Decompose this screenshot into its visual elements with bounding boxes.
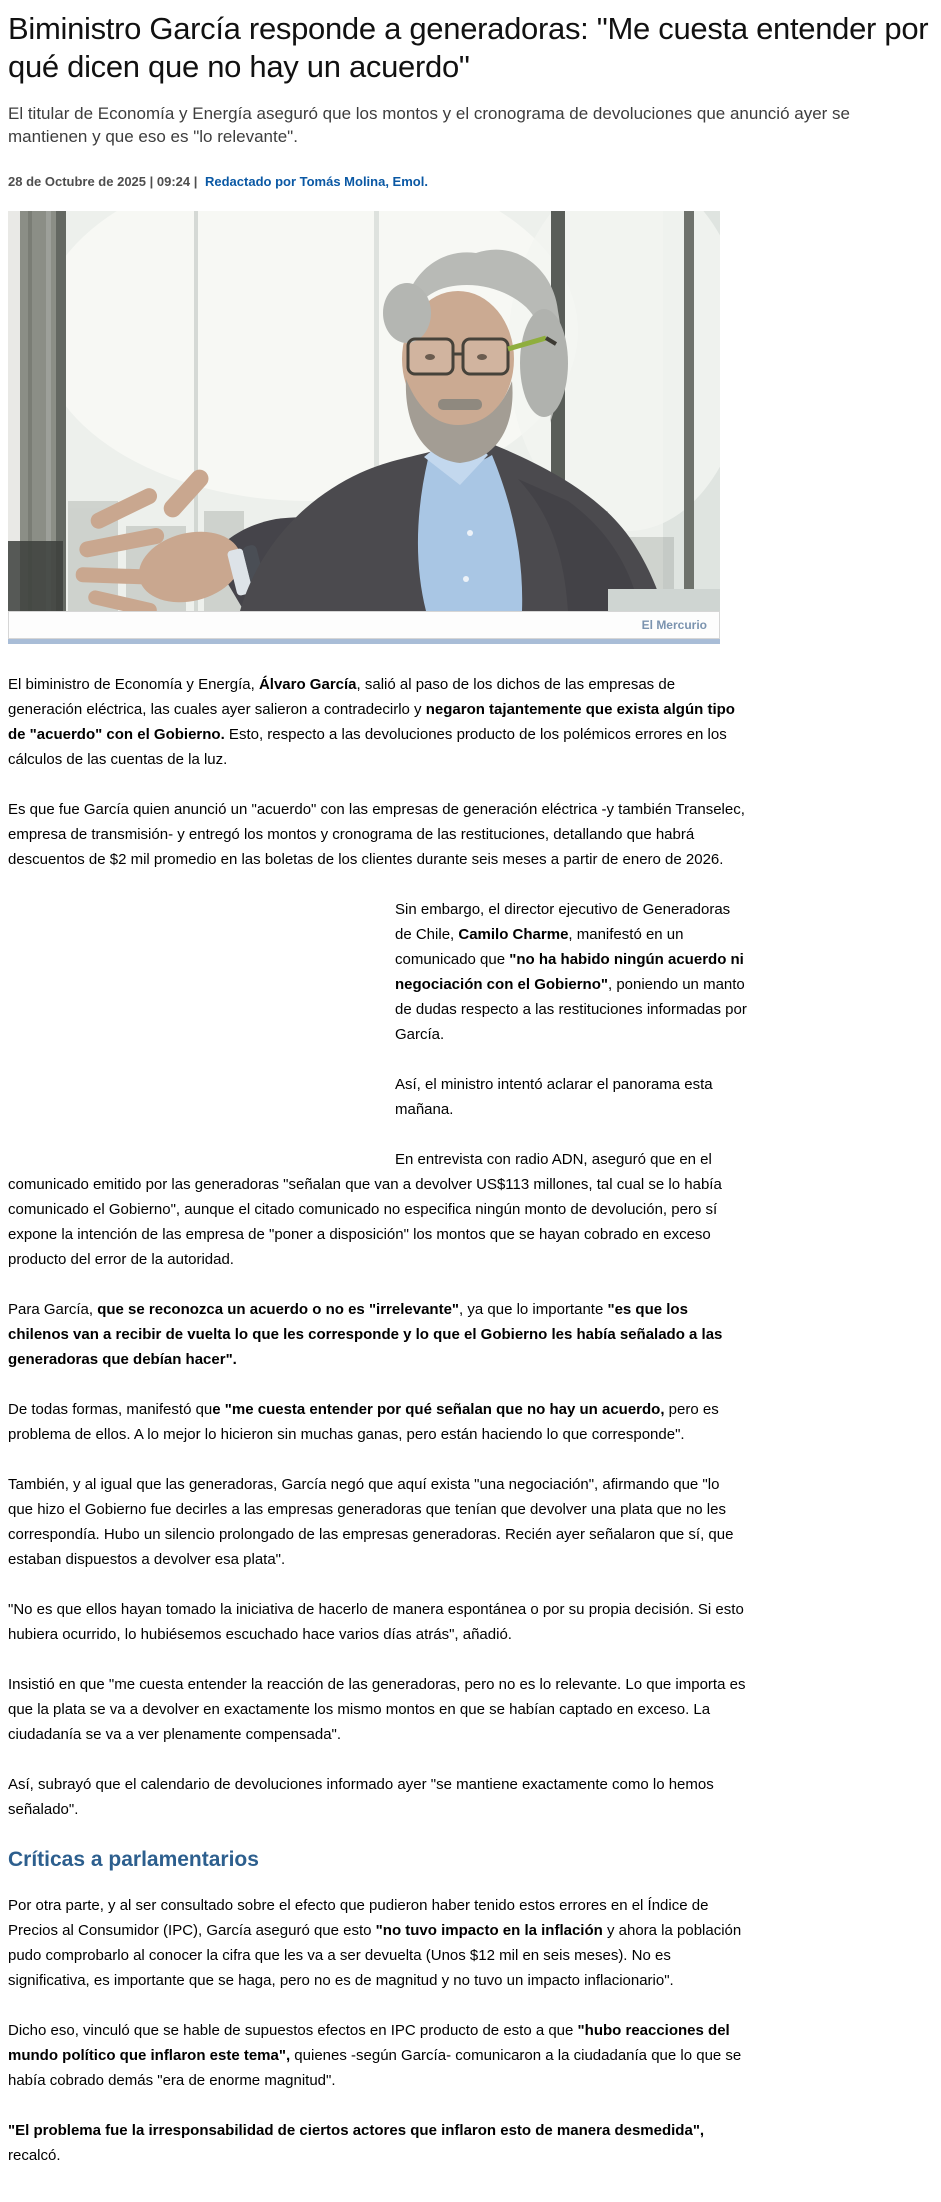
article-paragraph: "El problema fue la irresponsabilidad de ciertos actores que inflaron esto de manera desmedida", recalcó. — [8, 2122, 705, 2164]
article-paragraph: Por otra parte, y al ser consultado sobre el efecto que pudieron haber tenido estos errores en el Índice de Precios al Consumidor (IPC), García aseguró que esto "no tuvo impacto en la inflación y ahora la población pudo comprobarlo al conocer la cifra que les va a ser devuelta (Unos $12 mil en seis meses). No es significativa, es importante que se haga, pero no es de magnitud y no tuvo un impacto inflacionario". — [8, 1897, 742, 1989]
dateline — [8, 174, 941, 189]
article-paragraph: En entrevista con radio ADN, aseguró que en el comunicado emitido por las generadoras "señalan que van a devolver US$113 millones, tal cual se lo había comunicado el Gobierno", aunque el citado comunicado no especifica ningún monto de devolución, pero sí expone la intención de las empresa de "poner a disposición" los montos que se hayan cobrado en exceso producto del error de la autoridad. — [8, 1151, 722, 1268]
article-paragraph: Así, subrayó que el calendario de devoluciones informado ayer "se mantiene exactamente como lo hemos señalado". — [8, 1776, 714, 1818]
article-photo — [8, 211, 720, 644]
ad-placeholder — [8, 897, 395, 1162]
photo-illustration — [8, 211, 720, 611]
date-time-label: 28 de Octubre de 2025 | 09:24 | — [8, 174, 198, 189]
section-heading: Críticas a parlamentarios — [8, 1848, 259, 1871]
article-page — [8, 10, 941, 2168]
article-body — [8, 672, 748, 2168]
article-paragraph: Así, el ministro intentó aclarar el panorama esta mañana. — [395, 1076, 713, 1118]
article-paragraph: Es que fue García quien anunció un "acuerdo" con las empresas de generación eléctrica -y también Transelec, empresa de transmisión- y entregó los montos y cronograma de las restituciones, detallando que habrá descuentos de $2 mil promedio en las boletas de los clientes durante seis meses a partir de enero de 2026. — [8, 801, 745, 868]
photo-credit: El Mercurio — [641, 618, 707, 632]
photo-caption — [8, 611, 720, 639]
article-paragraph: Insistió en que "me cuesta entender la reacción de las generadoras, pero no es lo relevante. Lo que importa es que la plata se va a devolver en exactamente los mismo montos en que se habían captado en exceso. La ciudadanía se va a ver plenamente compensada". — [8, 1676, 746, 1743]
article-subtitle: El titular de Economía y Energía aseguró que los montos y el cronograma de devoluciones que anunció ayer se mantienen y que eso es "lo relevante". — [8, 104, 850, 146]
photo-divider-bar — [8, 639, 720, 644]
article-paragraph: También, y al igual que las generadoras, García negó que aquí exista "una negociación", afirmando que "lo que hizo el Gobierno fue decirles a las empresas generadoras que tenían que devolver una plata que no les correspondía. Hubo un silencio prolongado de las empresas generadoras. Recién ayer señalaron que sí, que estaban dispuestos a devolver esa plata". — [8, 1476, 734, 1568]
byline-link[interactable]: Redactado por Tomás Molina, Emol. — [205, 174, 428, 189]
page-title: Biministro García responde a generadoras: "Me cuesta entender por qué dicen que no hay un acuerdo" — [8, 11, 929, 84]
article-paragraph: "No es que ellos hayan tomado la iniciativa de hacerlo de manera espontánea o por su propia decisión. Si esto hubiera ocurrido, lo hubiésemos escuchado hace varios días atrás", añadió. — [8, 1601, 744, 1643]
office-portrait-graphic — [8, 211, 720, 611]
article-paragraph: El biministro de Economía y Energía, Álvaro García, salió al paso de los dichos de las empresas de generación eléctrica, las cuales ayer salieron a contradecirlo y negaron tajantemente que exista algún tipo de "acuerdo" con el Gobierno. Esto, respecto a las devoluciones producto de los polémicos errores en los cálculos de las cuentas de la luz. — [8, 676, 735, 768]
article-paragraph: De todas formas, manifestó que "me cuesta entender por qué señalan que no hay un acuerdo, pero es problema de ellos. A lo mejor lo hicieron sin muchas ganas, pero están haciendo lo que corresponde". — [8, 1401, 719, 1443]
article-paragraph: Dicho eso, vinculó que se hable de supuestos efectos en IPC producto de esto a que "hubo reacciones del mundo político que inflaron este tema", quienes -según García- comunicaron a la ciudadanía que lo que se había cobrado demás "era de enorme magnitud". — [8, 2022, 742, 2089]
article-paragraph: Sin embargo, el director ejecutivo de Generadoras de Chile, Camilo Charme, manifestó en un comunicado que "no ha habido ningún acuerdo ni negociación con el Gobierno", poniendo un manto de dudas respecto a las restituciones informadas por García. — [395, 901, 747, 1043]
article-paragraph: Para García, que se reconozca un acuerdo o no es "irrelevante", ya que lo importante "es que los chilenos van a recibir de vuelta lo que les corresponde y lo que el Gobierno les había señalado a las generadoras que debían hacer". — [8, 1301, 723, 1368]
